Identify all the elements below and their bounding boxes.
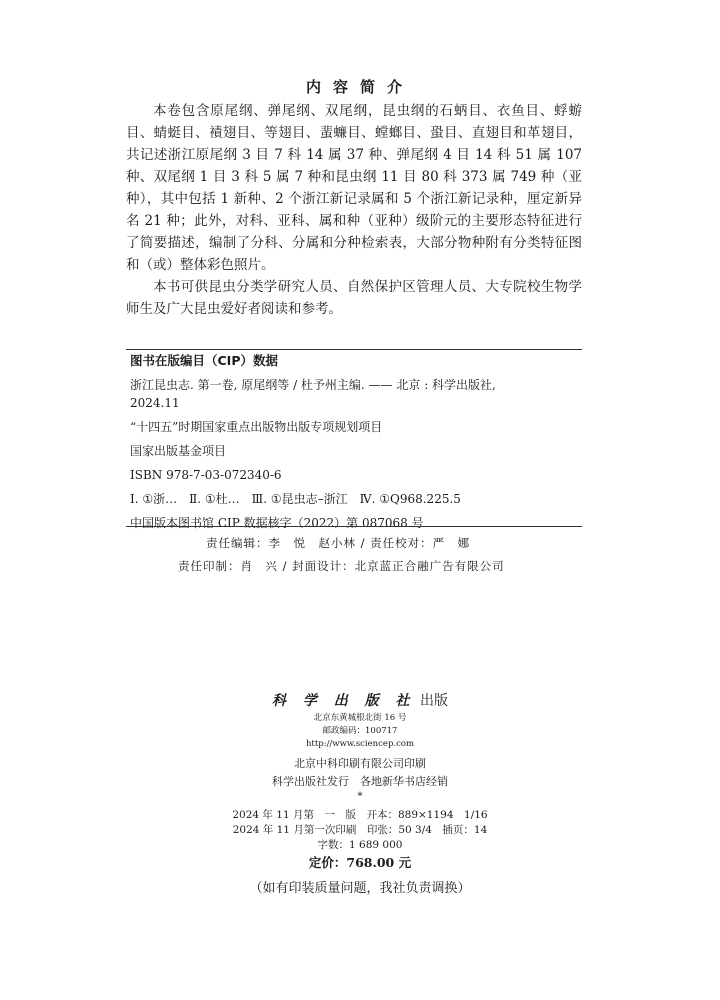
summary-paragraph-2: 本书可供昆虫分类学研究人员、自然保护区管理人员、大专院校生物学师生及广大昆虫爱好者阅读和参考。	[126, 279, 582, 317]
cip-bottom-rule	[126, 526, 582, 527]
publisher-postcode: 邮政编码：100717	[322, 726, 398, 736]
publisher-block	[0, 690, 720, 901]
publisher-suffix: 出版	[419, 693, 448, 709]
cip-block	[130, 352, 582, 532]
word-count: 字数：1 689 000	[317, 839, 403, 851]
cip-classification: Ⅰ. ①浙… Ⅱ. ①杜… Ⅲ. ①昆虫志–浙江 Ⅳ. ①Q968.225.5	[130, 492, 461, 506]
content-summary	[126, 100, 582, 320]
publisher-address: 北京东黄城根北街 16 号	[313, 713, 407, 723]
cip-entry-line-1: 浙江昆虫志. 第一卷, 原尾纲等 / 杜予州主编. —— 北京 : 科学出版社,	[130, 378, 496, 392]
edition-line-1: 2024 年 11 月第 一 版 开本：889×1194 1/16	[232, 809, 488, 821]
separator-star: *	[357, 791, 363, 802]
cip-project: “十四五”时期国家重点出版物出版专项规划项目	[130, 420, 383, 434]
distribution: 科学出版社发行 各地新华书店经销	[272, 775, 448, 788]
publisher-name: 科 学 出 版 社	[272, 693, 416, 709]
staff-line-production: 责任印制：肖 兴 / 封面设计：北京蓝正合融广告有限公司	[178, 559, 505, 573]
summary-paragraph-1: 本卷包含原尾纲、弹尾纲、双尾纲，昆虫纲的石蛃目、衣鱼目、蜉蝣目、蜻蜓目、襀翅目、等翅目、蜚蠊目、螳螂目、蛩目、直翅目和革翅目，共记述浙江原尾纲 3 目 7 科 14 属 37 种、弹尾纲 4 目 14 科 51 属 107 种、双尾纲 1 目 3 科 5 属 7 种和昆虫纲 11 目 80 科 373 属 749 种（亚种），其中包括 1 新种、2 个浙江新记录属和 5 个浙江新记录种，厘定新异名 21 种；此外，对科、亚科、属和种（亚种）级阶元的主要形态特征进行了简要描述，编制了分科、分属和分种检索表，大部分物种附有分类特征图和（或）整体彩色照片。	[126, 103, 582, 273]
cip-top-rule	[126, 349, 582, 350]
cip-isbn: ISBN 978-7-03-072340-6	[130, 468, 282, 482]
printer: 北京中科印刷有限公司印刷	[294, 757, 426, 770]
quality-note: （如有印装质量问题，我社负责调换）	[249, 881, 471, 896]
cip-heading: 图书在版编目（CIP）数据	[130, 353, 278, 368]
price: 定价：768.00 元	[308, 855, 412, 870]
publisher-url: http://www.sciencep.com	[305, 739, 415, 749]
cip-entry-line-2: 2024.11	[130, 396, 180, 410]
section-title: 内容简介	[305, 78, 414, 96]
edition-line-2: 2024 年 11 月第一次印刷 印张：50 3/4 插页：14	[232, 824, 488, 836]
cip-fund: 国家出版基金项目	[130, 444, 227, 458]
staff-line-editors: 责任编辑：李 悦 赵小林 / 责任校对：严 娜	[206, 536, 471, 550]
cip-verification: 中国版本图书馆 CIP 数据核字（2022）第 087068 号	[130, 516, 424, 530]
publisher-name-line	[0, 690, 720, 712]
